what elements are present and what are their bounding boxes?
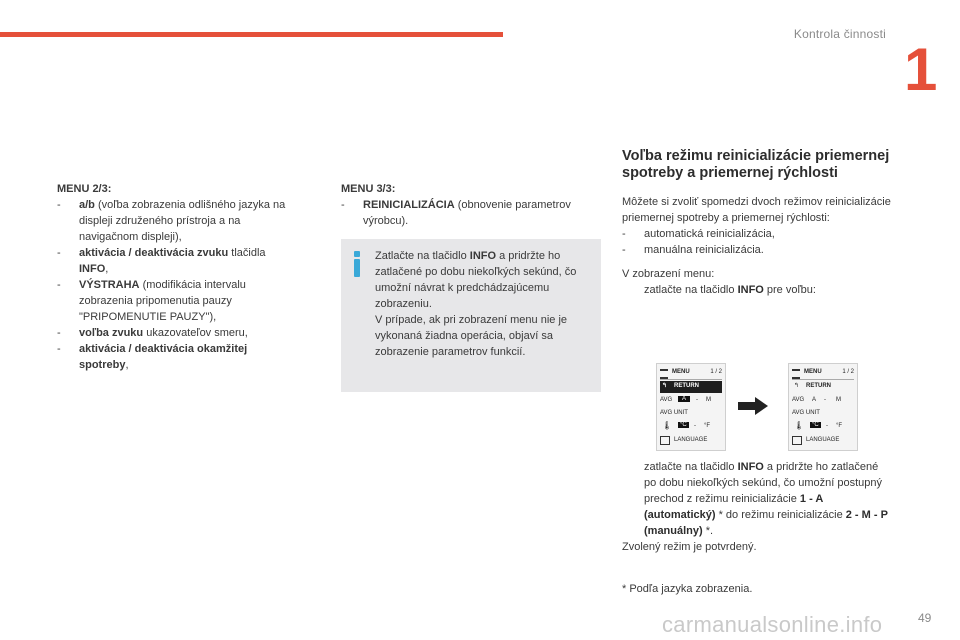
return-arrow-icon: ↰: [662, 383, 668, 389]
menu-intro: V zobrazení menu:: [622, 268, 715, 280]
menu-2-3-title: MENU 2/3:: [57, 183, 112, 195]
list-item: - manuálna reinicializácia.: [622, 244, 764, 256]
watermark: carmanualsonline.info: [662, 612, 883, 637]
step-2-section: [622, 459, 892, 555]
step-1: zatlačte na tlačidlo INFO pre voľbu:: [644, 284, 816, 296]
list-item: - REINICIALIZÁCIA (obnovenie parametrov výrobcu).: [341, 199, 571, 227]
section-heading: Voľba režimu reinicializácie priemernej spotreby a priemernej rýchlosti: [622, 148, 890, 181]
chapter-number: 1: [904, 36, 938, 103]
thermometer-icon: 🌡: [662, 421, 673, 430]
page-number: 49: [918, 611, 932, 625]
menu-2-3-section: [57, 181, 297, 373]
section-title: Kontrola činnosti: [793, 27, 886, 41]
list-item: - voľba zvuku ukazovateľov smeru,: [57, 327, 248, 339]
reset-mode-section: [622, 148, 892, 298]
display-screen-manual: MENU 1 / 2 ↰ RETURN AVG A - M AVG UNIT 🌡 °C - °F LANGUAGE: [788, 363, 858, 451]
display-screen-auto: MENU 1 / 2 ↰ RETURN AVG A - M AVG UNIT 🌡 °C - °F LANGUAGE: [656, 363, 726, 451]
intro-text: Môžete si zvoliť spomedzi dvoch režimov reinicializácie priemernej spotreby a priemernej rýchlosti:: [622, 196, 891, 224]
info-text: Zatlačte na tlačidlo INFO a pridržte ho zatlačené po dobu niekoľkých sekúnd, čo umožní návrat k predchádzajúcemu zobrazeniu. V prípade, ak pri zobrazení menu nie je vykonaná žiadna operácia, objaví sa zobrazenie parametrov funkcií.: [375, 250, 577, 358]
info-icon: [352, 251, 362, 277]
menu-3-3-title: MENU 3/3:: [341, 183, 396, 195]
header-accent-bar: [0, 32, 503, 37]
return-arrow-icon: ↰: [794, 383, 800, 389]
language-icon: [660, 436, 670, 445]
menu-icon: [660, 369, 668, 379]
arrow-right-icon: [738, 397, 768, 415]
thermometer-icon: 🌡: [794, 421, 805, 430]
list-item: - aktivácia / deaktivácia okamžitej spotreby,: [57, 343, 248, 371]
menu-3-3-section: [341, 181, 601, 229]
step-2: zatlačte na tlačidlo INFO a pridržte ho zatlačené po dobu niekoľkých sekúnd, čo umožní postupný prechod z režimu reinicializácie 1 - A (automatický) * do režimu reinicializácie 2 - M - P (manuálny) *.: [644, 461, 888, 537]
list-item: - VÝSTRAHA (modifikácia intervalu zobrazenia pripomenutia pauzy "PRIPOMENUTIE PAUZY"),: [57, 279, 246, 323]
list-item: - aktivácia / deaktivácia zvuku tlačidla INFO,: [57, 247, 266, 275]
info-box: [341, 239, 601, 392]
footnote: * Podľa jazyka zobrazenia.: [622, 583, 753, 595]
result-text: Zvolený režim je potvrdený.: [622, 541, 757, 553]
list-item: - automatická reinicializácia,: [622, 228, 775, 240]
language-icon: [792, 436, 802, 445]
list-item: - a/b (voľba zobrazenia odlišného jazyka na displeji združeného prístroja a na navigačnom displeji),: [57, 199, 286, 243]
menu-icon: [792, 369, 800, 379]
